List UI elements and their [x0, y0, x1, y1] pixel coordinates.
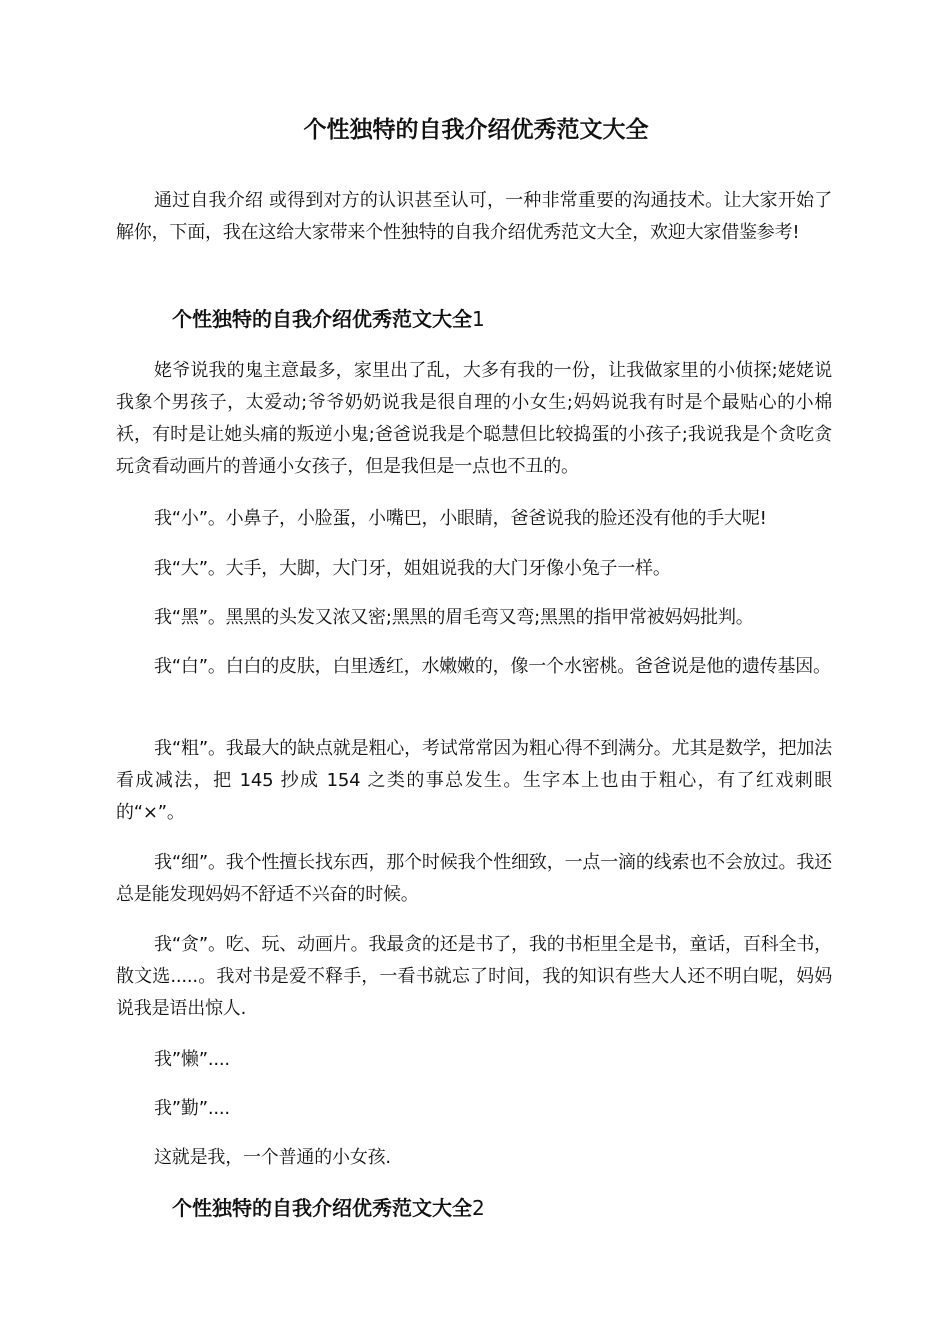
paragraph: 我“粗”。我最大的缺点就是粗心，考试常常因为粗心得不到满分。尤其是数学，把加法看成减法，把 145 抄成 154 之类的事总发生。生字本上也由于粗心，有了红戏刺眼的“×”。: [116, 738, 832, 823]
section-heading-1-number: 1: [472, 307, 485, 331]
paragraph: 这就是我，一个普通的小女孩.: [154, 1147, 391, 1168]
paragraph: 我“黑”。黑黑的头发又浓又密;黑黑的眉毛弯又弯;黑黑的指甲常被妈妈批判。: [154, 607, 754, 628]
paragraph: 我“白”。白白的皮肤，白里透红，水嫩嫩的，像一个水密桃。爸爸说是他的遗传基因。: [154, 656, 831, 677]
paragraph: 我”勤”....: [154, 1098, 230, 1119]
section-heading-2: [172, 1192, 485, 1224]
paragraph: 我”懒”....: [154, 1049, 230, 1070]
paragraph: 我“大”。大手，大脚，大门牙，姐姐说我的大门牙像小兔子一样。: [154, 558, 671, 579]
section-heading-2-number: 2: [472, 1196, 485, 1220]
intro-paragraph: 通过自我介绍 或得到对方的认识甚至认可，一种非常重要的沟通技术。让大家开始了解你，下面，我在这给大家带来个性独特的自我介绍优秀范文大全，欢迎大家借鉴参考!: [116, 190, 832, 243]
paragraph: 我“细”。我个性擅长找东西，那个时候我个性细致，一点一滴的线索也不会放过。我还总是能发现妈妈不舒适不兴奋的时候。: [116, 852, 832, 905]
section-heading-1-text: 个性独特的自我介绍优秀范文大全: [172, 307, 472, 331]
section-heading-1: [172, 303, 485, 335]
document-title: 个性独特的自我介绍优秀范文大全: [303, 117, 649, 143]
paragraph: 姥爷说我的鬼主意最多，家里出了乱，大多有我的一份，让我做家里的小侦探;姥姥说我象个男孩子，太爱动;爷爷奶奶说我是很自理的小女生;妈妈说我有时是个最贴心的小棉袄，有时是让她头痛的叛逆小鬼;爸爸说我是个聪慧但比较捣蛋的小孩子;我说我是个贪吃贪玩贪看动画片的普通小女孩子，但是我但是一点也不丑的。: [116, 360, 832, 477]
paragraph: 我“小”。小鼻子，小脸蛋，小嘴巴，小眼睛，爸爸说我的脸还没有他的手大呢!: [154, 508, 767, 529]
section-heading-2-text: 个性独特的自我介绍优秀范文大全: [172, 1196, 472, 1220]
paragraph: 我“贪”。吃、玩、动画片。我最贪的还是书了，我的书柜里全是书，童话，百科全书，散文选.....。我对书是爱不释手，一看书就忘了时间，我的知识有些大人还不明白呢，妈妈说我是语出惊人.: [116, 934, 832, 1019]
